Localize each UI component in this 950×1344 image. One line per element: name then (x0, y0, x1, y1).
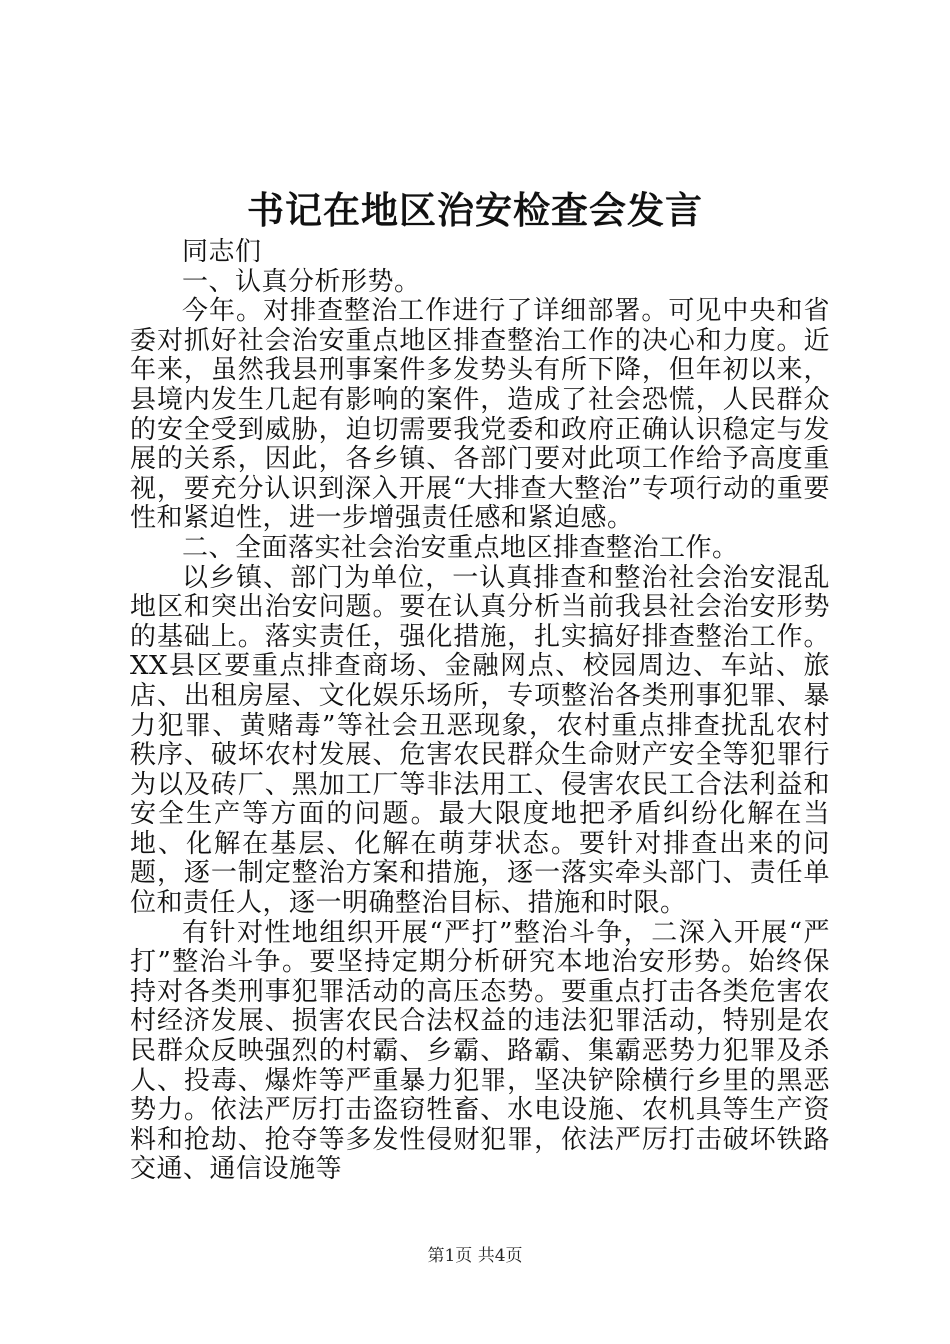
body-paragraph-3: 有针对性地组织开展“严打”整治斗争，二深入开展“严打”整治斗争。要坚持定期分析研究本地治安形势。始终保持对各类刑事犯罪活动的高压态势。要重点打击各类危害农村经济发展、损害农民合法权益的违法犯罪活动，特别是农民群众反映强烈的村霸、乡霸、路霸、集霸恶势力犯罪及杀人、投毒、爆炸等严重暴力犯罪，坚决铲除横行乡里的黑恶势力。依法严厉打击盗窃牲畜、水电设施、农机具等生产资料和抢劫、抢夺等多发性侵财犯罪，依法严厉打击破坏铁路交通、通信设施等 (130, 917, 830, 1185)
body-paragraph-1: 今年。对排查整治工作进行了详细部署。可见中央和省委对抓好社会治安重点地区排查整治工作的决心和力度。近年来，虽然我县刑事案件多发势头有所下降，但年初以来，县境内发生几起有影响的案件，造成了社会恐慌，人民群众的安全受到威胁，迫切需要我党委和政府正确认识稳定与发展的关系，因此，各乡镇、各部门要对此项工作给予高度重视，要充分认识到深入开展“大排查大整治”专项行动的重要性和紧迫性，进一步增强责任感和紧迫感。 (130, 296, 830, 534)
body-paragraph-2: 以乡镇、部门为单位，一认真排查和整治社会治安混乱地区和突出治安问题。要在认真分析当前我县社会治安形势的基础上。落实责任，强化措施，扎实搞好排查整治工作。XX县区要重点排查商场、金融网点、校园周边、车站、旅店、出租房屋、文化娱乐场所，专项整治各类刑事犯罪、暴力犯罪、黄赌毒”等社会丑恶现象，农村重点排查扰乱农村秩序、破坏农村发展、危害农民群众生命财产安全等犯罪行为以及砖厂、黑加工厂等非法用工、侵害农民工合法利益和安全生产等方面的问题。最大限度地把矛盾纠纷化解在当地、化解在基层、化解在萌芽状态。要针对排查出来的问题，逐一制定整治方案和措施，逐一落实牵头部门、责任单位和责任人，逐一明确整治目标、措施和时限。 (130, 562, 830, 919)
section-heading-1: 一、认真分析形势。 (182, 266, 421, 297)
salutation-paragraph: 同志们 (182, 237, 262, 267)
section-heading-2: 二、全面落实社会治安重点地区排查整治工作。 (182, 532, 739, 563)
page-footer: 第1页 共4页 (427, 1246, 523, 1266)
document-title: 书记在地区治安检查会发言 (247, 188, 703, 232)
document-body (130, 238, 830, 1185)
